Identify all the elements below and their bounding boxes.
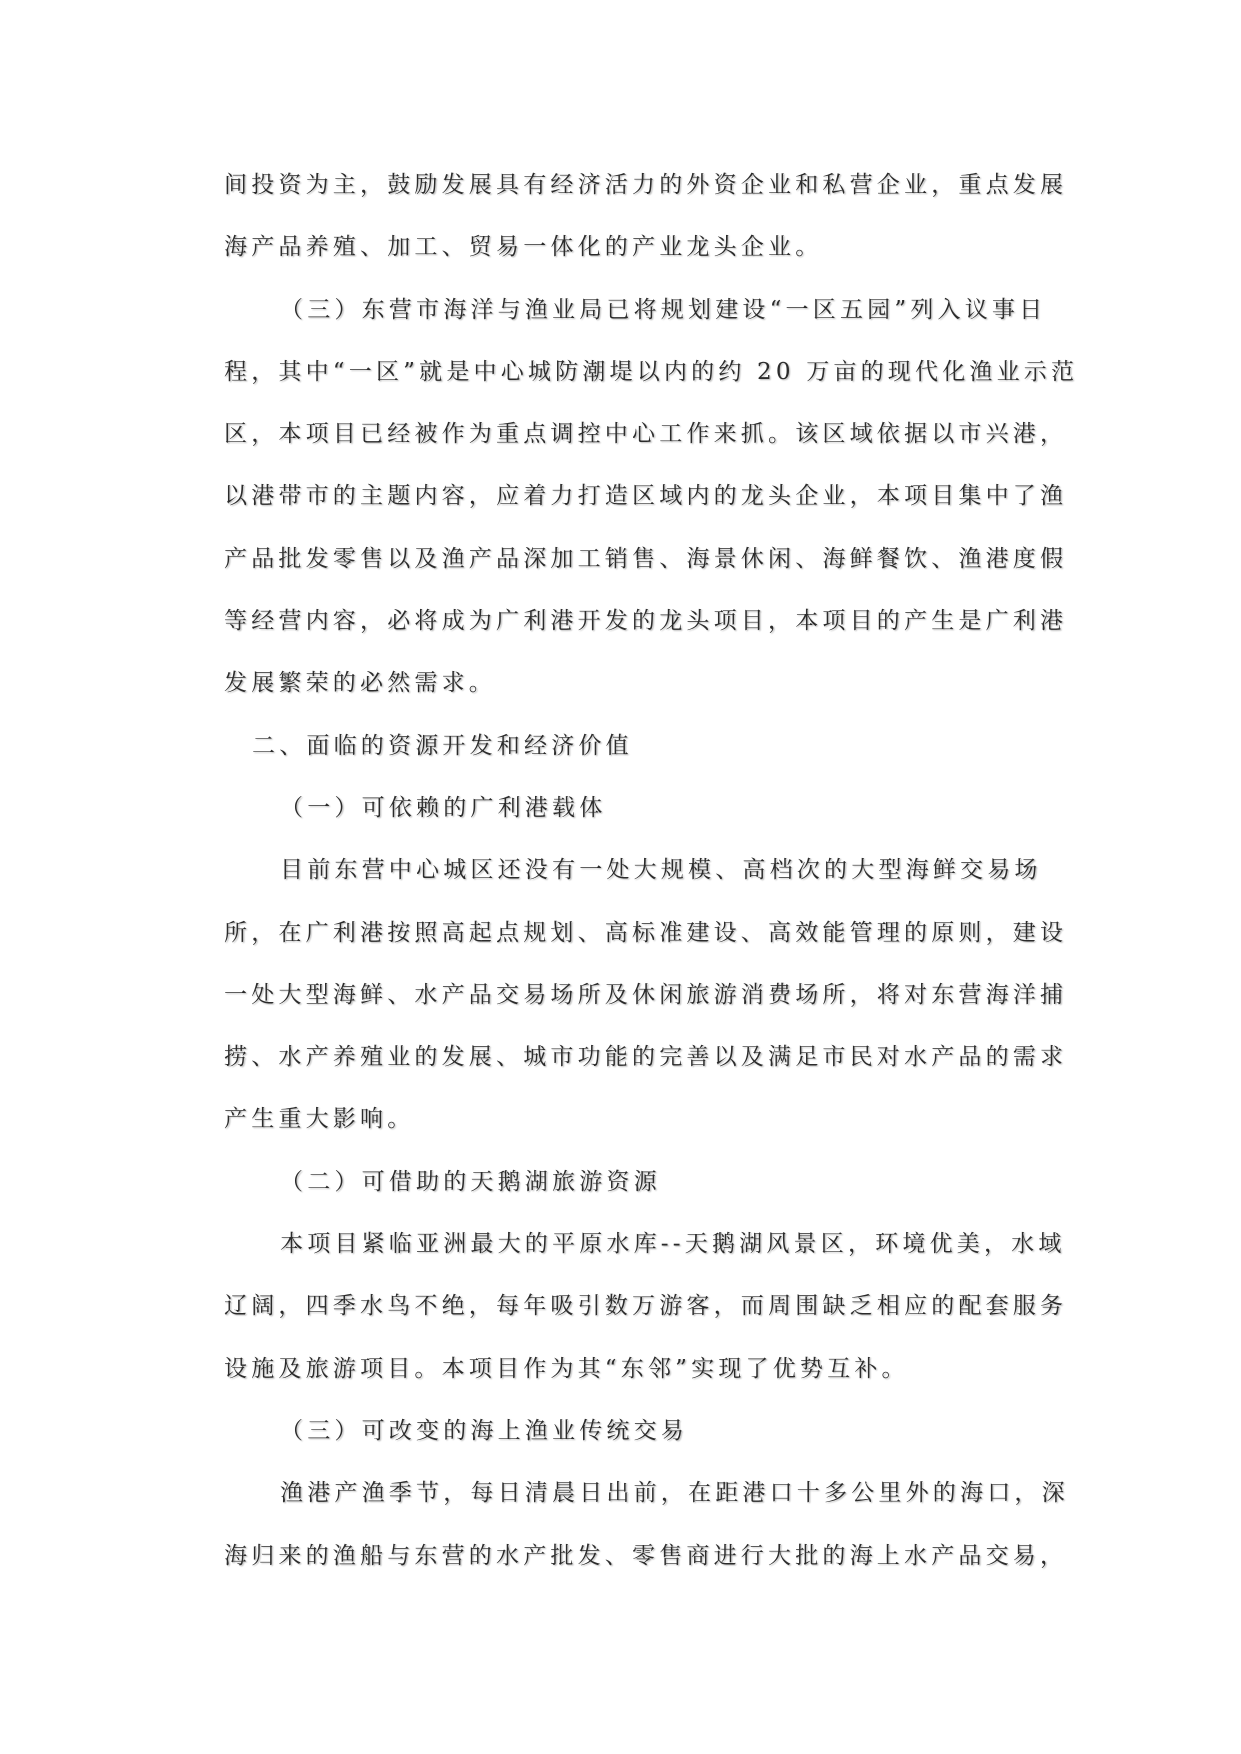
text-line: 设施及旅游项目。本项目作为其“东邻”实现了优势互补。 bbox=[224, 1355, 909, 1382]
text-line: 捞、水产养殖业的发展、城市功能的完善以及满足市民对水产品的需求 bbox=[224, 1044, 1068, 1071]
text-line: 本项目紧临亚洲最大的平原水库--天鹅湖风景区，环境优美，水域 bbox=[280, 1231, 1066, 1258]
text-line: 等经营内容，必将成为广利港开发的龙头项目，本项目的产生是广利港 bbox=[224, 608, 1068, 635]
text-line: 目前东营中心城区还没有一处大规模、高档次的大型海鲜交易场 bbox=[280, 857, 1042, 884]
text-line: 区，本项目已经被作为重点调控中心工作来抓。该区域依据以市兴港， bbox=[224, 421, 1068, 448]
section-heading: 二、面临的资源开发和经济价值 bbox=[252, 732, 633, 759]
text-line: 程，其中“一区”就是中心城防潮堤以内的约 20 万亩的现代化渔业示范 bbox=[224, 358, 1079, 385]
text-line: （三）东营市海洋与渔业局已将规划建设“一区五园”列入议事日 bbox=[280, 296, 1047, 323]
text-line: 海产品养殖、加工、贸易一体化的产业龙头企业。 bbox=[224, 234, 823, 261]
text-line: 渔港产渔季节，每日清晨日出前，在距港口十多公里外的海口，深 bbox=[280, 1480, 1069, 1507]
subsection-heading: （一）可依赖的广利港载体 bbox=[280, 794, 607, 821]
text-line: 海归来的渔船与东营的水产批发、零售商进行大批的海上水产品交易， bbox=[224, 1542, 1068, 1569]
text-line: 辽阔，四季水鸟不绝，每年吸引数万游客，而周围缺乏相应的配套服务 bbox=[224, 1293, 1068, 1320]
text-line: 间投资为主，鼓励发展具有经济活力的外资企业和私营企业，重点发展 bbox=[224, 172, 1068, 198]
subsection-heading: （三）可改变的海上渔业传统交易 bbox=[280, 1417, 688, 1444]
document-body bbox=[224, 170, 1079, 1603]
text-line: 产品批发零售以及渔产品深加工销售、海景休闲、海鲜餐饮、渔港度假 bbox=[224, 545, 1068, 572]
subsection-heading: （二）可借助的天鹅湖旅游资源 bbox=[280, 1168, 661, 1195]
text-line: 产生重大影响。 bbox=[224, 1106, 415, 1133]
text-line: 一处大型海鲜、水产品交易场所及休闲旅游消费场所，将对东营海洋捕 bbox=[224, 981, 1068, 1008]
text-line: 以港带市的主题内容，应着力打造区域内的龙头企业，本项目集中了渔 bbox=[224, 483, 1068, 510]
text-line: 所，在广利港按照高起点规划、高标准建设、高效能管理的原则，建设 bbox=[224, 919, 1068, 946]
text-line: 发展繁荣的必然需求。 bbox=[224, 670, 496, 697]
